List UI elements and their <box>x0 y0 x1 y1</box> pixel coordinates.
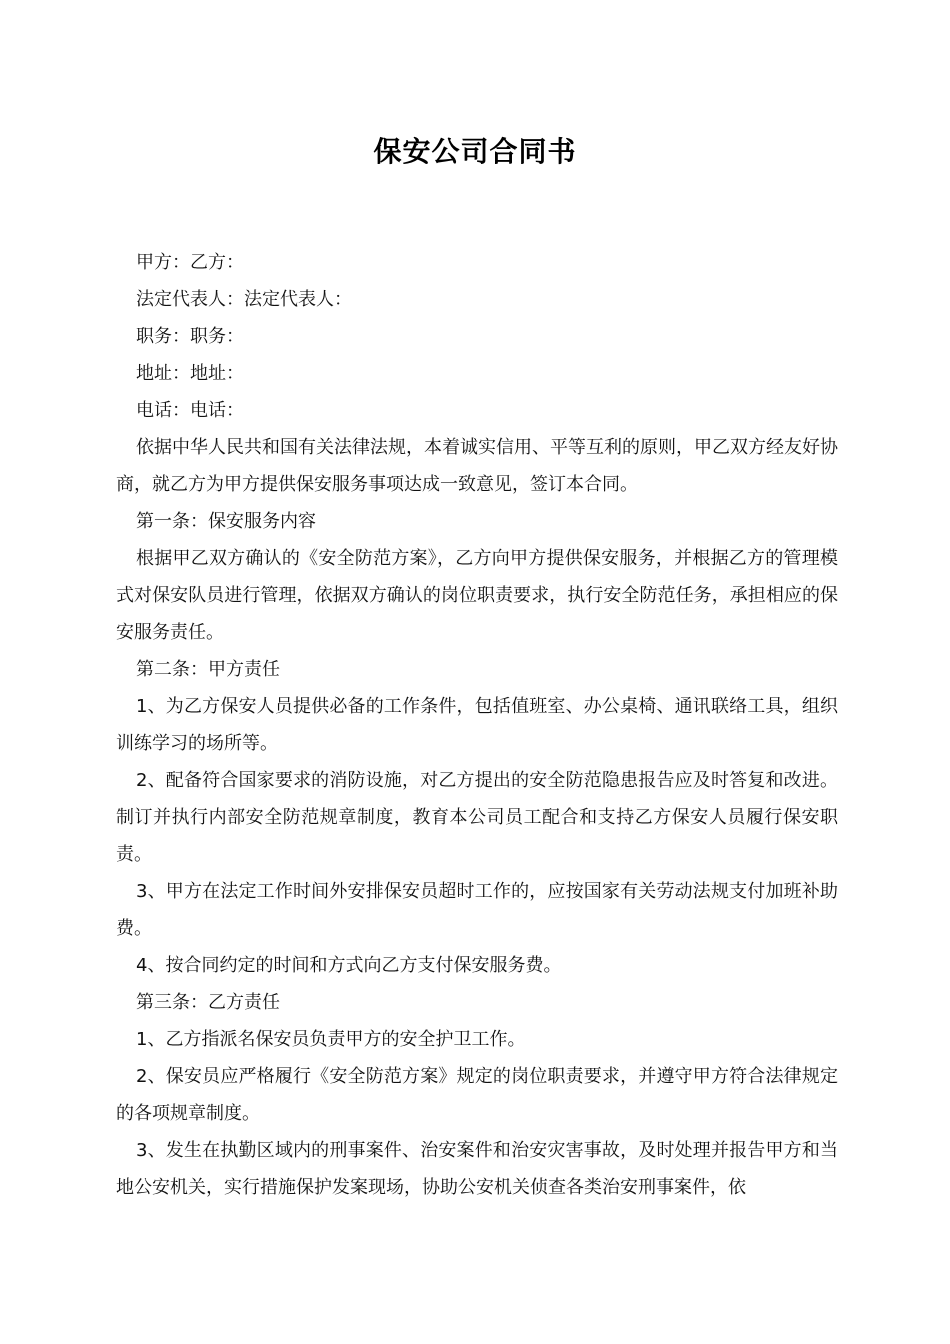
paragraph-party-names: 甲方：乙方： <box>136 252 244 273</box>
article-2-heading: 第二条：甲方责任 <box>136 659 280 680</box>
article-2-item-3: 3、甲方在法定工作时间外安排保安员超时工作的，应按国家有关劳动法规支付加班补助费。 <box>116 881 838 939</box>
paragraph-phone: 电话：电话： <box>136 400 244 421</box>
paragraph-position: 职务：职务： <box>136 326 244 347</box>
article-3-item-3: 3、发生在执勤区域内的刑事案件、治安案件和治安灾害事故，及时处理并报告甲方和当地公安机关，实行措施保护发案现场，协助公安机关侦查各类治安刑事案件，依 <box>116 1140 838 1198</box>
article-3-item-2: 2、保安员应严格履行《安全防范方案》规定的岗位职责要求，并遵守甲方符合法律规定的各项规章制度。 <box>116 1066 838 1124</box>
paragraph-legal-representative: 法定代表人：法定代表人： <box>136 289 352 310</box>
paragraph-preamble: 依据中华人民共和国有关法律法规，本着诚实信用、平等互利的原则，甲乙双方经友好协商，就乙方为甲方提供保安服务事项达成一致意见，签订本合同。 <box>116 437 838 495</box>
article-3-heading: 第三条：乙方责任 <box>136 992 280 1013</box>
paragraph-address: 地址：地址： <box>136 363 244 384</box>
article-2-item-4: 4、按合同约定的时间和方式向乙方支付保安服务费。 <box>136 955 562 976</box>
article-1-body: 根据甲乙双方确认的《安全防范方案》，乙方向甲方提供保安服务，并根据乙方的管理模式对保安队员进行管理，依据双方确认的岗位职责要求，执行安全防范任务，承担相应的保安服务责任。 <box>116 548 838 643</box>
article-2-item-2: 2、配备符合国家要求的消防设施，对乙方提出的安全防范隐患报告应及时答复和改进。制订并执行内部安全防范规章制度，教育本公司员工配合和支持乙方保安人员履行保安职责。 <box>116 770 838 865</box>
article-2-item-1: 1、为乙方保安人员提供必备的工作条件，包括值班室、办公桌椅、通讯联络工具，组织训练学习的场所等。 <box>116 696 838 754</box>
document-body <box>116 244 838 1206</box>
document-title: 保安公司合同书 <box>373 135 577 168</box>
article-1-heading: 第一条：保安服务内容 <box>136 511 316 532</box>
article-3-item-1: 1、乙方指派名保安员负责甲方的安全护卫工作。 <box>136 1029 526 1050</box>
